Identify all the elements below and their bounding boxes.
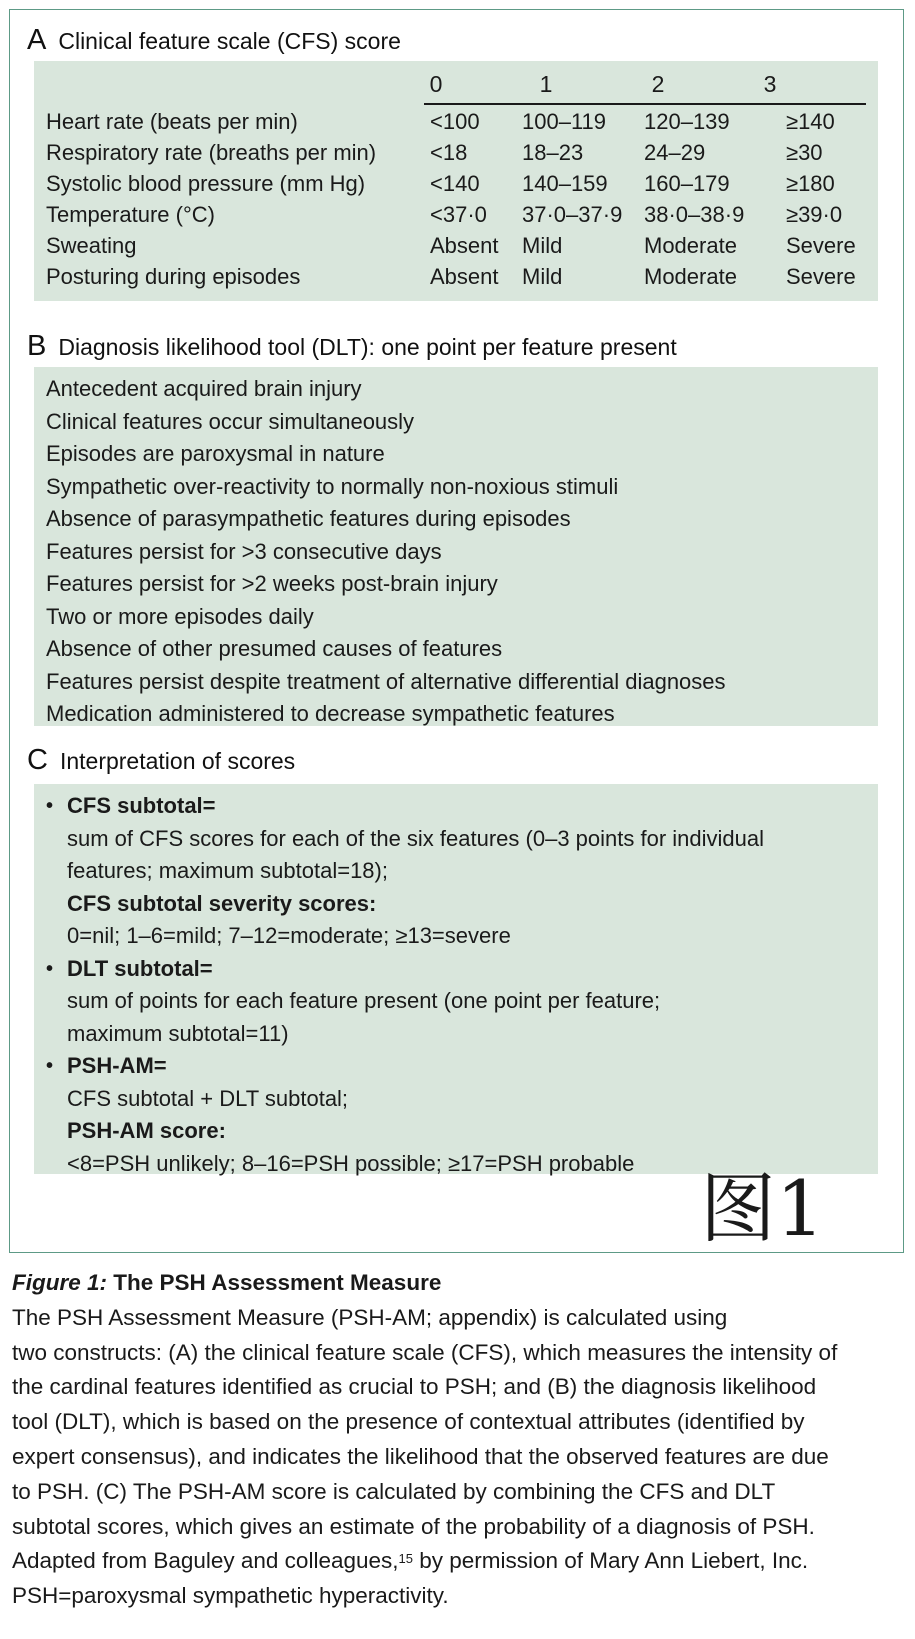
panel-a-box	[34, 61, 878, 301]
interpretation-text: 0=nil; 1–6=mild; 7–12=moderate; ≥13=severe	[67, 923, 511, 948]
list-item: Episodes are paroxysmal in nature	[46, 441, 385, 466]
caption-adapted-suffix: by permission of Mary Ann Liebert, Inc.	[412, 1548, 809, 1574]
interpretation-text: <8=PSH unlikely; 8–16=PSH possible; ≥17=PSH probable	[67, 1150, 635, 1176]
cfs-value: 24–29	[644, 140, 706, 165]
psh-am-line	[46, 1050, 764, 1083]
cfs-severity-line	[46, 888, 764, 921]
interpretation-line	[46, 1083, 764, 1116]
list-item: Two or more episodes daily	[46, 603, 314, 629]
cfs-column-2: 2	[651, 71, 665, 97]
interpretation-text: maximum subtotal=11)	[67, 1020, 289, 1046]
psh-am-score-line	[46, 1115, 764, 1148]
cfs-row-respiratory-rate	[34, 140, 878, 172]
panel-c-letter: C	[27, 744, 48, 776]
cfs-value: Mild	[522, 264, 563, 289]
caption-adapted-prefix: Adapted from Baguley and colleagues,	[12, 1548, 399, 1574]
interpretation-line	[46, 823, 764, 856]
interpretation-line	[46, 1018, 764, 1051]
caption-line: two constructs: (A) the clinical feature scale (CFS), which measures the intensity of	[12, 1339, 838, 1365]
cfs-feature: Posturing during episodes	[46, 264, 301, 289]
cfs-subtotal-line	[46, 790, 764, 823]
list-item: Features persist for >2 weeks post-brain injury	[46, 571, 498, 596]
cfs-value: 38·0–38·9	[644, 202, 745, 227]
interpretation-text: PSH-AM=	[67, 1053, 167, 1078]
cfs-column-3: 3	[763, 71, 777, 97]
cfs-row-systolic-bp	[34, 171, 878, 203]
panel-c-title: Interpretation of scores	[59, 748, 296, 774]
cfs-value: <37·0	[430, 202, 487, 227]
cfs-value: ≥39·0	[786, 202, 843, 227]
interpretation-line	[46, 920, 764, 953]
cfs-value: 140–159	[522, 171, 608, 196]
caption-line: to PSH. (C) The PSH-AM score is calculated by combining the CFS and DLT	[12, 1478, 776, 1504]
cfs-value: ≥140	[786, 109, 835, 134]
cfs-feature: Systolic blood pressure (mm Hg)	[46, 171, 366, 196]
list-item: Absence of other presumed causes of features	[46, 636, 503, 661]
cfs-column-1: 1	[539, 71, 553, 97]
interpretation-text: sum of points for each feature present (one point per feature;	[67, 988, 661, 1013]
caption-line: The PSH Assessment Measure (PSH-AM; appendix) is calculated using	[12, 1304, 728, 1330]
cfs-value: <100	[430, 109, 480, 134]
interpretation-line	[46, 855, 764, 888]
cfs-value: Moderate	[644, 233, 737, 258]
cfs-feature: Respiratory rate (breaths per min)	[46, 140, 377, 165]
cfs-column-0: 0	[429, 71, 443, 97]
list-item: Features persist for >3 consecutive days	[46, 538, 442, 564]
figure-caption	[12, 1266, 907, 1614]
interpretation-text: features; maximum subtotal=18);	[67, 858, 388, 883]
caption-line: expert consensus), and indicates the likelihood that the observed features are due	[12, 1443, 829, 1469]
caption-line: tool (DLT), which is based on the presence of contextual attributes (identified by	[12, 1409, 805, 1435]
cfs-row-heart-rate	[34, 109, 878, 141]
interpretation-line	[46, 985, 764, 1018]
cfs-row-sweating	[34, 233, 878, 265]
caption-label: Figure 1:	[12, 1270, 108, 1295]
interpretation-text: CFS subtotal severity scores:	[67, 890, 377, 916]
list-item: Features persist despite treatment of alternative differential diagnoses	[46, 668, 726, 694]
cfs-value: ≥180	[786, 171, 835, 196]
panel-b-heading	[27, 330, 677, 363]
interpretation-text: sum of CFS scores for each of the six features (0–3 points for individual	[67, 825, 764, 851]
caption-title-text: The PSH Assessment Measure	[113, 1270, 442, 1295]
cfs-value: 120–139	[644, 109, 730, 134]
interpretation-text: CFS subtotal + DLT subtotal;	[67, 1085, 349, 1111]
dlt-subtotal-line	[46, 953, 764, 986]
interpretation-line	[46, 1148, 764, 1181]
cfs-value: 18–23	[522, 140, 584, 165]
cfs-value: 100–119	[522, 109, 607, 134]
caption-line: subtotal scores, which gives an estimate of the probability of a diagnosis of PSH.	[12, 1513, 815, 1539]
cfs-value: Absent	[430, 264, 499, 289]
cfs-value: Moderate	[644, 264, 737, 289]
interpretation-text: PSH-AM score:	[67, 1118, 226, 1143]
figure-stamp: 图1	[700, 1164, 825, 1253]
cfs-table	[34, 61, 878, 301]
panel-b-title: Diagnosis likelihood tool (DLT): one point per feature present	[58, 334, 677, 360]
cfs-value: <140	[430, 171, 480, 196]
cfs-feature: Temperature (°C)	[46, 202, 215, 227]
cfs-value: Absent	[430, 233, 499, 258]
cfs-value: Severe	[786, 233, 856, 258]
cfs-row-temperature	[34, 202, 878, 234]
dlt-feature-list	[46, 373, 726, 731]
panel-a-title: Clinical feature scale (CFS) score	[58, 28, 401, 54]
interpretation-text: DLT subtotal=	[67, 955, 213, 981]
cfs-row-posturing	[34, 264, 878, 296]
caption-abbreviation: PSH=paroxysmal sympathetic hyperactivity.	[12, 1583, 449, 1609]
caption-adapted-line	[12, 1544, 907, 1579]
list-item: Antecedent acquired brain injury	[46, 376, 362, 401]
cfs-value: ≥30	[786, 140, 823, 165]
column-header-rule	[424, 103, 866, 105]
interpretation-body	[46, 790, 764, 1180]
panel-c-heading	[27, 744, 295, 777]
list-item: Clinical features occur simultaneously	[46, 408, 415, 434]
caption-title	[12, 1266, 907, 1301]
cfs-feature: Heart rate (beats per min)	[46, 109, 298, 134]
list-item: Sympathetic over-reactivity to normally non-noxious stimuli	[46, 473, 619, 499]
cfs-value: 160–179	[644, 171, 730, 196]
bullet: •	[46, 957, 54, 980]
cfs-value: <18	[430, 140, 468, 165]
list-item: Medication administered to decrease sympathetic features	[46, 701, 615, 726]
panel-b-box	[34, 367, 878, 726]
bullet: •	[46, 795, 54, 817]
panel-a-heading	[27, 24, 401, 57]
cfs-value: 37·0–37·9	[522, 202, 623, 227]
interpretation-text: CFS subtotal=	[67, 793, 216, 818]
panel-c-box	[34, 784, 878, 1174]
cfs-feature: Sweating	[46, 233, 137, 258]
cfs-value: Mild	[522, 233, 563, 258]
reference-number: 15	[398, 1551, 413, 1567]
list-item: Absence of parasympathetic features during episodes	[46, 506, 571, 531]
bullet: •	[46, 1055, 54, 1077]
caption-line: the cardinal features identified as crucial to PSH; and (B) the diagnosis likelihood	[12, 1374, 817, 1400]
cfs-value: Severe	[786, 264, 856, 289]
panel-b-letter: B	[27, 330, 47, 362]
panel-a-letter: A	[27, 24, 47, 56]
